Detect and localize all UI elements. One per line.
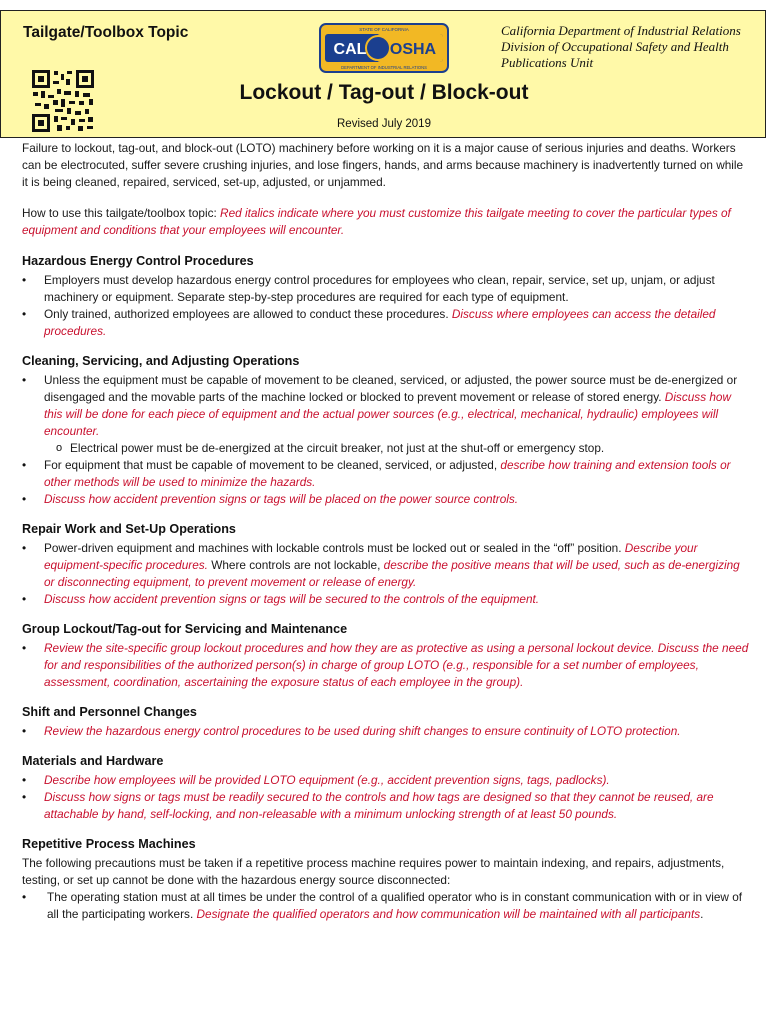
section-repetitive-process <box>22 836 752 923</box>
cal-osha-logo <box>319 23 449 73</box>
section-heading: Shift and Personnel Changes <box>22 705 197 719</box>
list-item: • Describe how employees will be provided LOTO equipment (e.g., accident prevention signs, tags, padlocks). <box>22 772 752 789</box>
section-heading: Cleaning, Servicing, and Adjusting Operations <box>22 354 300 368</box>
logo-left-text: CAL <box>333 41 367 58</box>
howto-label: How to use this tailgate/toolbox topic: <box>22 206 221 220</box>
list-item: • Discuss how signs or tags must be readily secured to the controls and how tags are designed so that they cannot be reused, are attachable by hand, self-locking, and non-releasable with a minimum unlocking strength of at least 50 pounds. <box>22 789 752 823</box>
logo-bottom-text: DEPARTMENT OF INDUSTRIAL RELATIONS <box>341 65 427 70</box>
section-materials-hardware <box>22 753 752 823</box>
list-item: • Discuss how accident prevention signs or tags will be secured to the controls of the equipment. <box>22 591 752 608</box>
org-line: Publications Unit <box>501 55 594 70</box>
logo-right-text: OSHA <box>389 41 437 58</box>
list-item: • Review the site-specific group lockout procedures and how they are as protective as using a personal lockout device. Discuss the need for and responsibilities of the authorized person(s) in charge of group LOTO (e.g., responsible for a set number of employees, assessment, coordination, ascertaining the exposure status of each employee in the group). <box>22 640 752 691</box>
howto-note: Red italics indicate where you must customize this tailgate meeting to cover the particular types of equipment and conditions that your employees will encounter. <box>22 206 731 237</box>
document-title: Lockout / Tag-out / Block-out <box>239 81 529 104</box>
organization-block <box>501 23 741 71</box>
org-line: California Department of Industrial Relations <box>501 23 741 38</box>
section-heading: Repetitive Process Machines <box>22 837 196 851</box>
list-item: • Only trained, authorized employees are allowed to conduct these procedures. Discuss where employees can access the detailed procedures. <box>22 306 752 340</box>
revised-date: Revised July 2019 <box>337 118 431 130</box>
org-line: Division of Occupational Safety and Health <box>501 39 729 54</box>
section-heading: Materials and Hardware <box>22 754 164 768</box>
header-banner <box>0 10 766 138</box>
list-item: • The operating station must at all times be under the control of a qualified operator who is in constant communication with or in view of all the participating workers. Designate the qualified operators and how communication will be maintained with all participants. <box>22 889 752 923</box>
section-cleaning-servicing <box>22 353 752 508</box>
list-item: • Unless the equipment must be capable of movement to be cleaned, serviced, or adjusted, the power source must be de-energized or disengaged and the movable parts of the machine locked or blocked to prevent movement or release of stored energy. Discuss how this will be done for each piece of equipment and the actual power sources (e.g., electrical, mechanical, hydraulic) employees will encounter. <box>22 372 752 440</box>
document-body <box>22 140 752 936</box>
section-hazardous-energy <box>22 253 752 340</box>
list-item: • Review the hazardous energy control procedures to be used during shift changes to ensure continuity of LOTO protection. <box>22 723 752 740</box>
section-heading: Repair Work and Set-Up Operations <box>22 522 236 536</box>
list-item: • For equipment that must be capable of movement to be cleaned, serviced, or adjusted, describe how training and extension tools or other methods will be used to minimize the hazards. <box>22 457 752 491</box>
logo-top-text: STATE OF CALIFORNIA <box>359 27 409 32</box>
section-heading: Group Lockout/Tag-out for Servicing and Maintenance <box>22 622 348 636</box>
intro-paragraph: Failure to lockout, tag-out, and block-out (LOTO) machinery before working on it is a major cause of serious injuries and deaths. Workers can be electrocuted, suffer severe crushing injuries, and lose fingers, hands, and arms because machinery is inadvertently turned on while it is being cleaned, repaired, serviced, set-up, adjusted, or unjammed. <box>22 141 744 189</box>
section-intro: The following precautions must be taken if a repetitive process machine requires power to maintain indexing, and repairs, adjustments, testing, or set up cannot be done with the hazardous energy source disconnected: <box>22 856 725 887</box>
list-item: • Employers must develop hazardous energy control procedures for employees who clean, repair, service, set up, unjam, or adjust machinery or equipment. Separate step-by-step procedures are required for each type of equipment. <box>22 272 752 306</box>
section-group-lockout <box>22 621 752 691</box>
sub-list-item: o Electrical power must be de-energized at the circuit breaker, not just at the shut-off or emergency stop. <box>22 440 752 457</box>
section-repair-setup <box>22 521 752 608</box>
list-item: • Power-driven equipment and machines with lockable controls must be locked out or sealed in the “off” position. Describe your equipment-specific procedures. Where controls are not lockable, describe the positive means that will be used, such as de-energizing or disconnecting equipment, to prevent movement or release of energy. <box>22 540 752 591</box>
topic-label: Tailgate/Toolbox Topic <box>23 24 189 41</box>
section-heading: Hazardous Energy Control Procedures <box>22 254 254 268</box>
section-shift-changes <box>22 704 752 740</box>
list-item: • Discuss how accident prevention signs or tags will be placed on the power source controls. <box>22 491 752 508</box>
howto-paragraph <box>22 205 752 239</box>
